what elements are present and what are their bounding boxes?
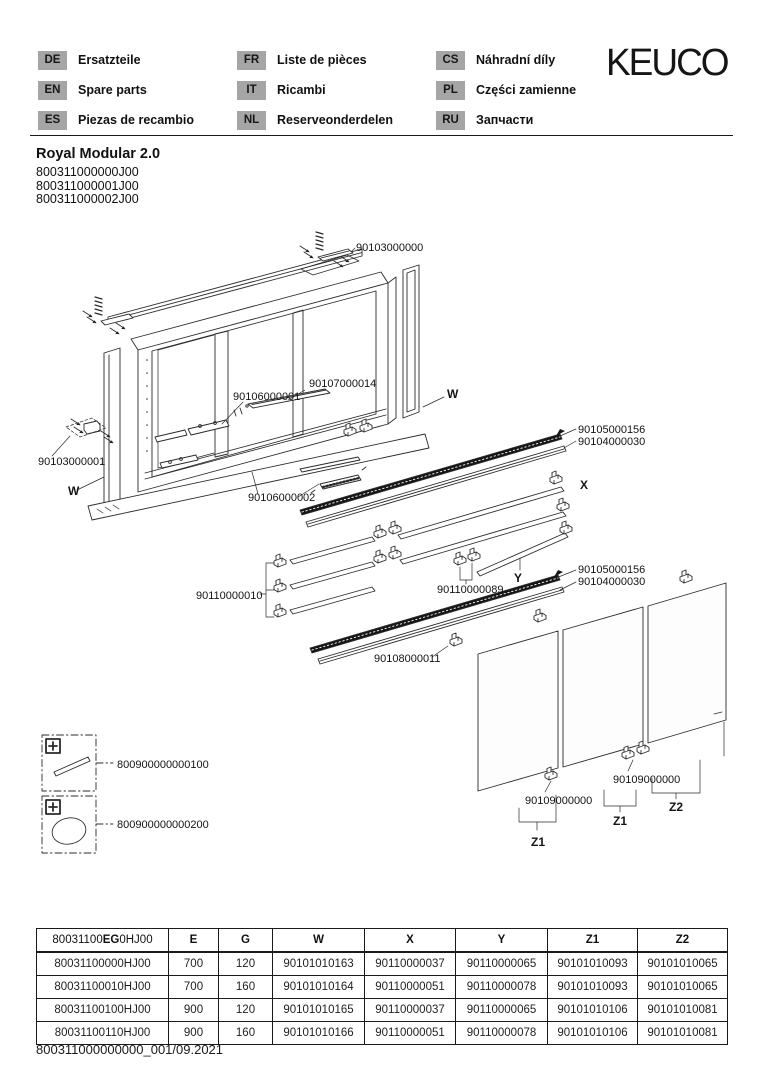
column-header-code: 80031100EG0HJ00 [37, 929, 169, 953]
language-badge-de: DE [38, 51, 67, 70]
cell-code: 80031100010HJ00 [37, 976, 169, 999]
cell-x: 90110000037 [365, 952, 456, 976]
language-badge-it: IT [237, 81, 266, 100]
cell-code: 80031100000HJ00 [37, 952, 169, 976]
cell-z1: 90101010093 [548, 976, 638, 999]
column-header-z2: Z2 [638, 929, 728, 953]
table-row [37, 976, 728, 999]
cell-y: 90110000078 [456, 976, 548, 999]
cell-w: 90101010163 [273, 952, 365, 976]
language-badge-pl: PL [436, 81, 465, 100]
part-label-90110000089: 90110000089 [437, 584, 504, 596]
ref-label-w-left: W [68, 484, 80, 498]
language-label-es: Piezas de recambio [78, 113, 195, 127]
part-label-90104000030-top: 90104000030 [578, 436, 646, 448]
cell-x: 90110000037 [365, 999, 456, 1022]
language-label-ru: Запчасти [476, 113, 534, 127]
keuco-logo: KEUCO [606, 41, 728, 84]
part-label-800900000000100: 800900000000100 [117, 759, 209, 771]
language-badge-fr: FR [237, 51, 266, 70]
cell-g: 120 [219, 952, 273, 976]
cell-code: 80031100110HJ00 [37, 1022, 169, 1045]
ref-label-z1-left: Z1 [530, 835, 546, 849]
cell-e: 700 [169, 976, 219, 999]
column-header-g: G [219, 929, 273, 953]
cell-e: 700 [169, 952, 219, 976]
cell-g: 120 [219, 999, 273, 1022]
ref-label-x: X [580, 478, 589, 492]
cell-x: 90110000051 [365, 976, 456, 999]
column-header-e: E [169, 929, 219, 953]
document-reference: 800311000000000_001/09.2021 [36, 1042, 224, 1057]
cell-z1: 90101010106 [548, 999, 638, 1022]
product-code-2: 800311000001J00 [36, 178, 139, 193]
cell-w: 90101010165 [273, 999, 365, 1022]
language-label-de: Ersatzteile [78, 53, 141, 67]
language-label-cs: Náhradní díly [476, 53, 556, 67]
part-label-800900000000200: 800900000000200 [117, 819, 209, 831]
cell-z1: 90101010106 [548, 1022, 638, 1045]
cell-w: 90101010164 [273, 976, 365, 999]
variants-table [36, 928, 728, 1045]
language-badge-es: ES [38, 111, 67, 130]
language-label-it: Ricambi [277, 83, 326, 97]
cell-z2: 90101010081 [638, 1022, 728, 1045]
cell-e: 900 [169, 999, 219, 1022]
cell-z2: 90101010065 [638, 952, 728, 976]
part-label-90109000000-right: 90109000000 [613, 774, 681, 786]
column-header-x: X [365, 929, 456, 953]
cell-z2: 90101010065 [638, 976, 728, 999]
part-label-90109000000-left: 90109000000 [525, 795, 593, 807]
part-label-90103000001: 90103000001 [38, 456, 106, 468]
cell-e: 900 [169, 1022, 219, 1045]
cell-y: 90110000078 [456, 1022, 548, 1045]
cell-w: 90101010166 [273, 1022, 365, 1045]
column-header-y: Y [456, 929, 548, 953]
cell-y: 90110000065 [456, 952, 548, 976]
part-label-90106000002: 90106000002 [248, 492, 316, 504]
part-label-90108000011: 90108000011 [374, 653, 441, 665]
language-badge-ru: RU [436, 111, 465, 130]
ref-label-w-right: W [447, 387, 459, 401]
part-label-90103000000: 90103000000 [356, 242, 424, 254]
part-label-90105000156-top: 90105000156 [578, 424, 646, 436]
cell-g: 160 [219, 1022, 273, 1045]
language-badge-en: EN [38, 81, 67, 100]
table-header-row [37, 929, 728, 953]
product-title: Royal Modular 2.0 [36, 146, 161, 162]
ref-label-z1-right: Z1 [612, 814, 628, 828]
column-header-w: W [273, 929, 365, 953]
language-label-nl: Reserveonderdelen [277, 113, 394, 127]
cell-z2: 90101010081 [638, 999, 728, 1022]
cell-y: 90110000065 [456, 999, 548, 1022]
ref-label-y: Y [513, 571, 523, 585]
column-header-z1: Z1 [548, 929, 638, 953]
product-code-1: 800311000000J00 [36, 165, 139, 179]
part-label-90104000030-mid: 90104000030 [578, 576, 646, 588]
part-label-90106000001: 90106000001 [233, 391, 301, 403]
part-label-90105000156-mid: 90105000156 [578, 564, 646, 576]
language-badge-nl: NL [237, 111, 266, 130]
table-row [37, 952, 728, 976]
part-label-90107000014: 90107000014 [309, 378, 377, 390]
table-row [37, 999, 728, 1022]
cell-g: 160 [219, 976, 273, 999]
language-label-en: Spare parts [78, 83, 147, 97]
cell-z1: 90101010093 [548, 952, 638, 976]
cell-x: 90110000051 [365, 1022, 456, 1045]
language-badge-cs: CS [436, 51, 465, 70]
ref-label-z2: Z2 [668, 800, 684, 814]
part-label-90110000010: 90110000010 [196, 590, 263, 602]
product-code-3: 800311000002J00 [36, 192, 139, 206]
cell-code: 80031100100HJ00 [37, 999, 169, 1022]
language-label-fr: Liste de pièces [277, 53, 367, 67]
language-label-pl: Części zamienne [476, 83, 577, 97]
